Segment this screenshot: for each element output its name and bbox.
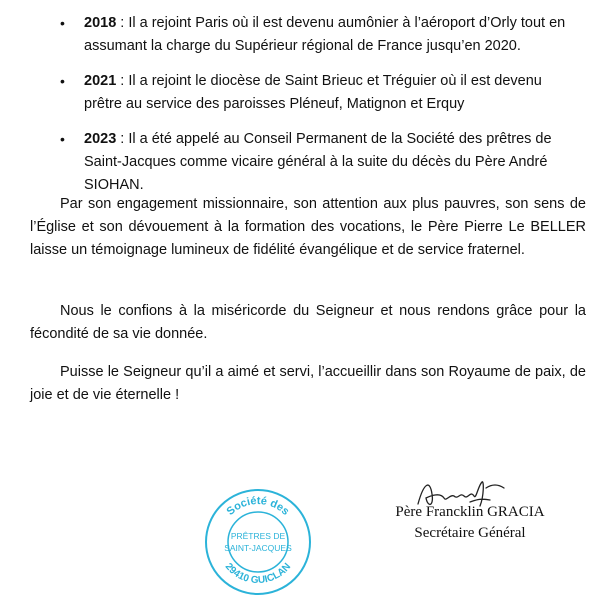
bullet-icon: • (60, 131, 65, 147)
svg-text:Société des (225, 495, 292, 518)
timeline-list (60, 12, 580, 209)
paragraph-misericorde: Nous le confions à la miséricorde du Seigneur et nous rendons grâce pour la fécondité de sa vie donnée. (30, 303, 586, 342)
stamp-line1: PRÊTRES DE (230, 531, 286, 541)
stamp-bottom-text: 29410 GUICLAN (222, 561, 294, 587)
svg-text:29410 GUICLAN (223, 561, 293, 586)
paragraph-priere: Puisse le Seigneur qu’il a aimé et servi, l’accueillir dans son Royaume de paix, de joie et de vie éternelle ! (30, 364, 586, 403)
signatory-name: Père Francklin GRACIA (395, 504, 545, 520)
timeline-text: : Il a rejoint Paris où il est devenu aumônier à l’aéroport d’Orly tout en assumant la charge du Supérieur régional de France jusqu’en 2020. (84, 15, 566, 54)
bullet-icon: • (60, 15, 65, 31)
stamp-line2: SAINT-JACQUES (224, 543, 292, 553)
signature-block (370, 502, 570, 544)
timeline-year: 2023 (84, 131, 117, 147)
society-stamp (203, 487, 313, 597)
timeline-item (60, 12, 580, 58)
timeline-item (60, 70, 580, 116)
timeline-year: 2021 (84, 73, 117, 89)
paragraph-engagement: Par son engagement missionnaire, son attention aux plus pauvres, son sens de l’Église et son dévouement à la formation des vocations, le Père Pierre Le BELLER laisse un témoignage lumineux de fidélité évangélique et de service fraternel. (30, 196, 586, 258)
timeline-text: : Il a été appelé au Conseil Permanent de la Société des prêtres de Saint-Jacques comme vicaire général à la suite du décès du Père André SIOHAN. (84, 131, 552, 193)
timeline-item (60, 128, 580, 197)
bullet-icon: • (60, 73, 65, 89)
timeline-year: 2018 (84, 15, 117, 31)
timeline-text: : Il a rejoint le diocèse de Saint Brieuc et Tréguier où il est devenu prêtre au service des paroisses Pléneuf, Matignon et Erquy (84, 73, 542, 112)
signatory-title: Secrétaire Général (414, 525, 526, 541)
stamp-top-text: Société des (224, 494, 292, 518)
